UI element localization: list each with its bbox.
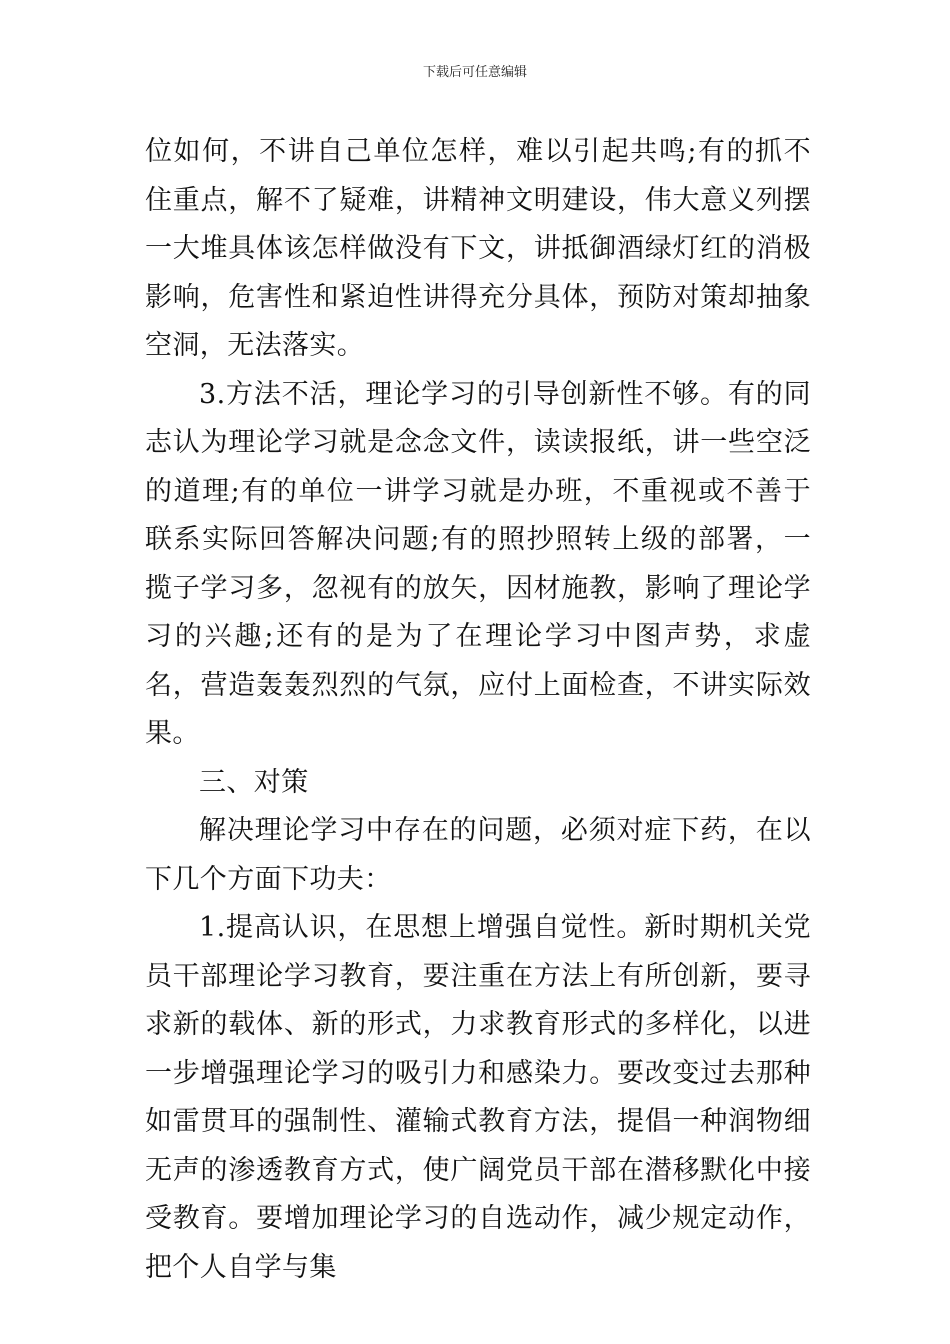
paragraph-point-1: 1.提高认识，在思想上增强自觉性。新时期机关党员干部理论学习教育，要注重在方法上有所创新，要寻求新的载体、新的形式，力求教育形式的多样化，以进一步增强理论学习的吸引力和感染力。要改变过去那种如雷贯耳的强制性、灌输式教育方法，提倡一种润物细无声的渗透教育方式，使广阔党员干部在潜移默化中接受教育。要增加理论学习的自选动作，减少规定动作，把个人自学与集 [145,912,811,1283]
section-heading-countermeasures: 三、对策 [199,766,309,798]
paragraph-intro: 解决理论学习中存在的问题，必须对症下药，在以下几个方面下功夫： [145,815,811,895]
page-header: 下载后可任意编辑 [422,65,527,80]
document-body [145,128,811,1292]
paragraph-continuation: 位如何，不讲自己单位怎样，难以引起共鸣;有的抓不住重点，解不了疑难，讲精神文明建设，伟大意义列摆一大堆具体该怎样做没有下文，讲抵御酒绿灯红的消极影响，危害性和紧迫性讲得充分具体，预防对策却抽象空洞，无法落实。 [145,136,811,361]
paragraph-point-3: 3.方法不活，理论学习的引导创新性不够。有的同志认为理论学习就是念念文件，读读报纸，讲一些空泛的道理;有的单位一讲学习就是办班，不重视或不善于联系实际回答解决问题;有的照抄照转上级的部署，一揽子学习多，忽视有的放矢，因材施教，影响了理论学习的兴趣;还有的是为了在理论学习中图声势，求虚名，营造轰轰烈烈的气氛，应付上面检查，不讲实际效果。 [145,378,811,749]
